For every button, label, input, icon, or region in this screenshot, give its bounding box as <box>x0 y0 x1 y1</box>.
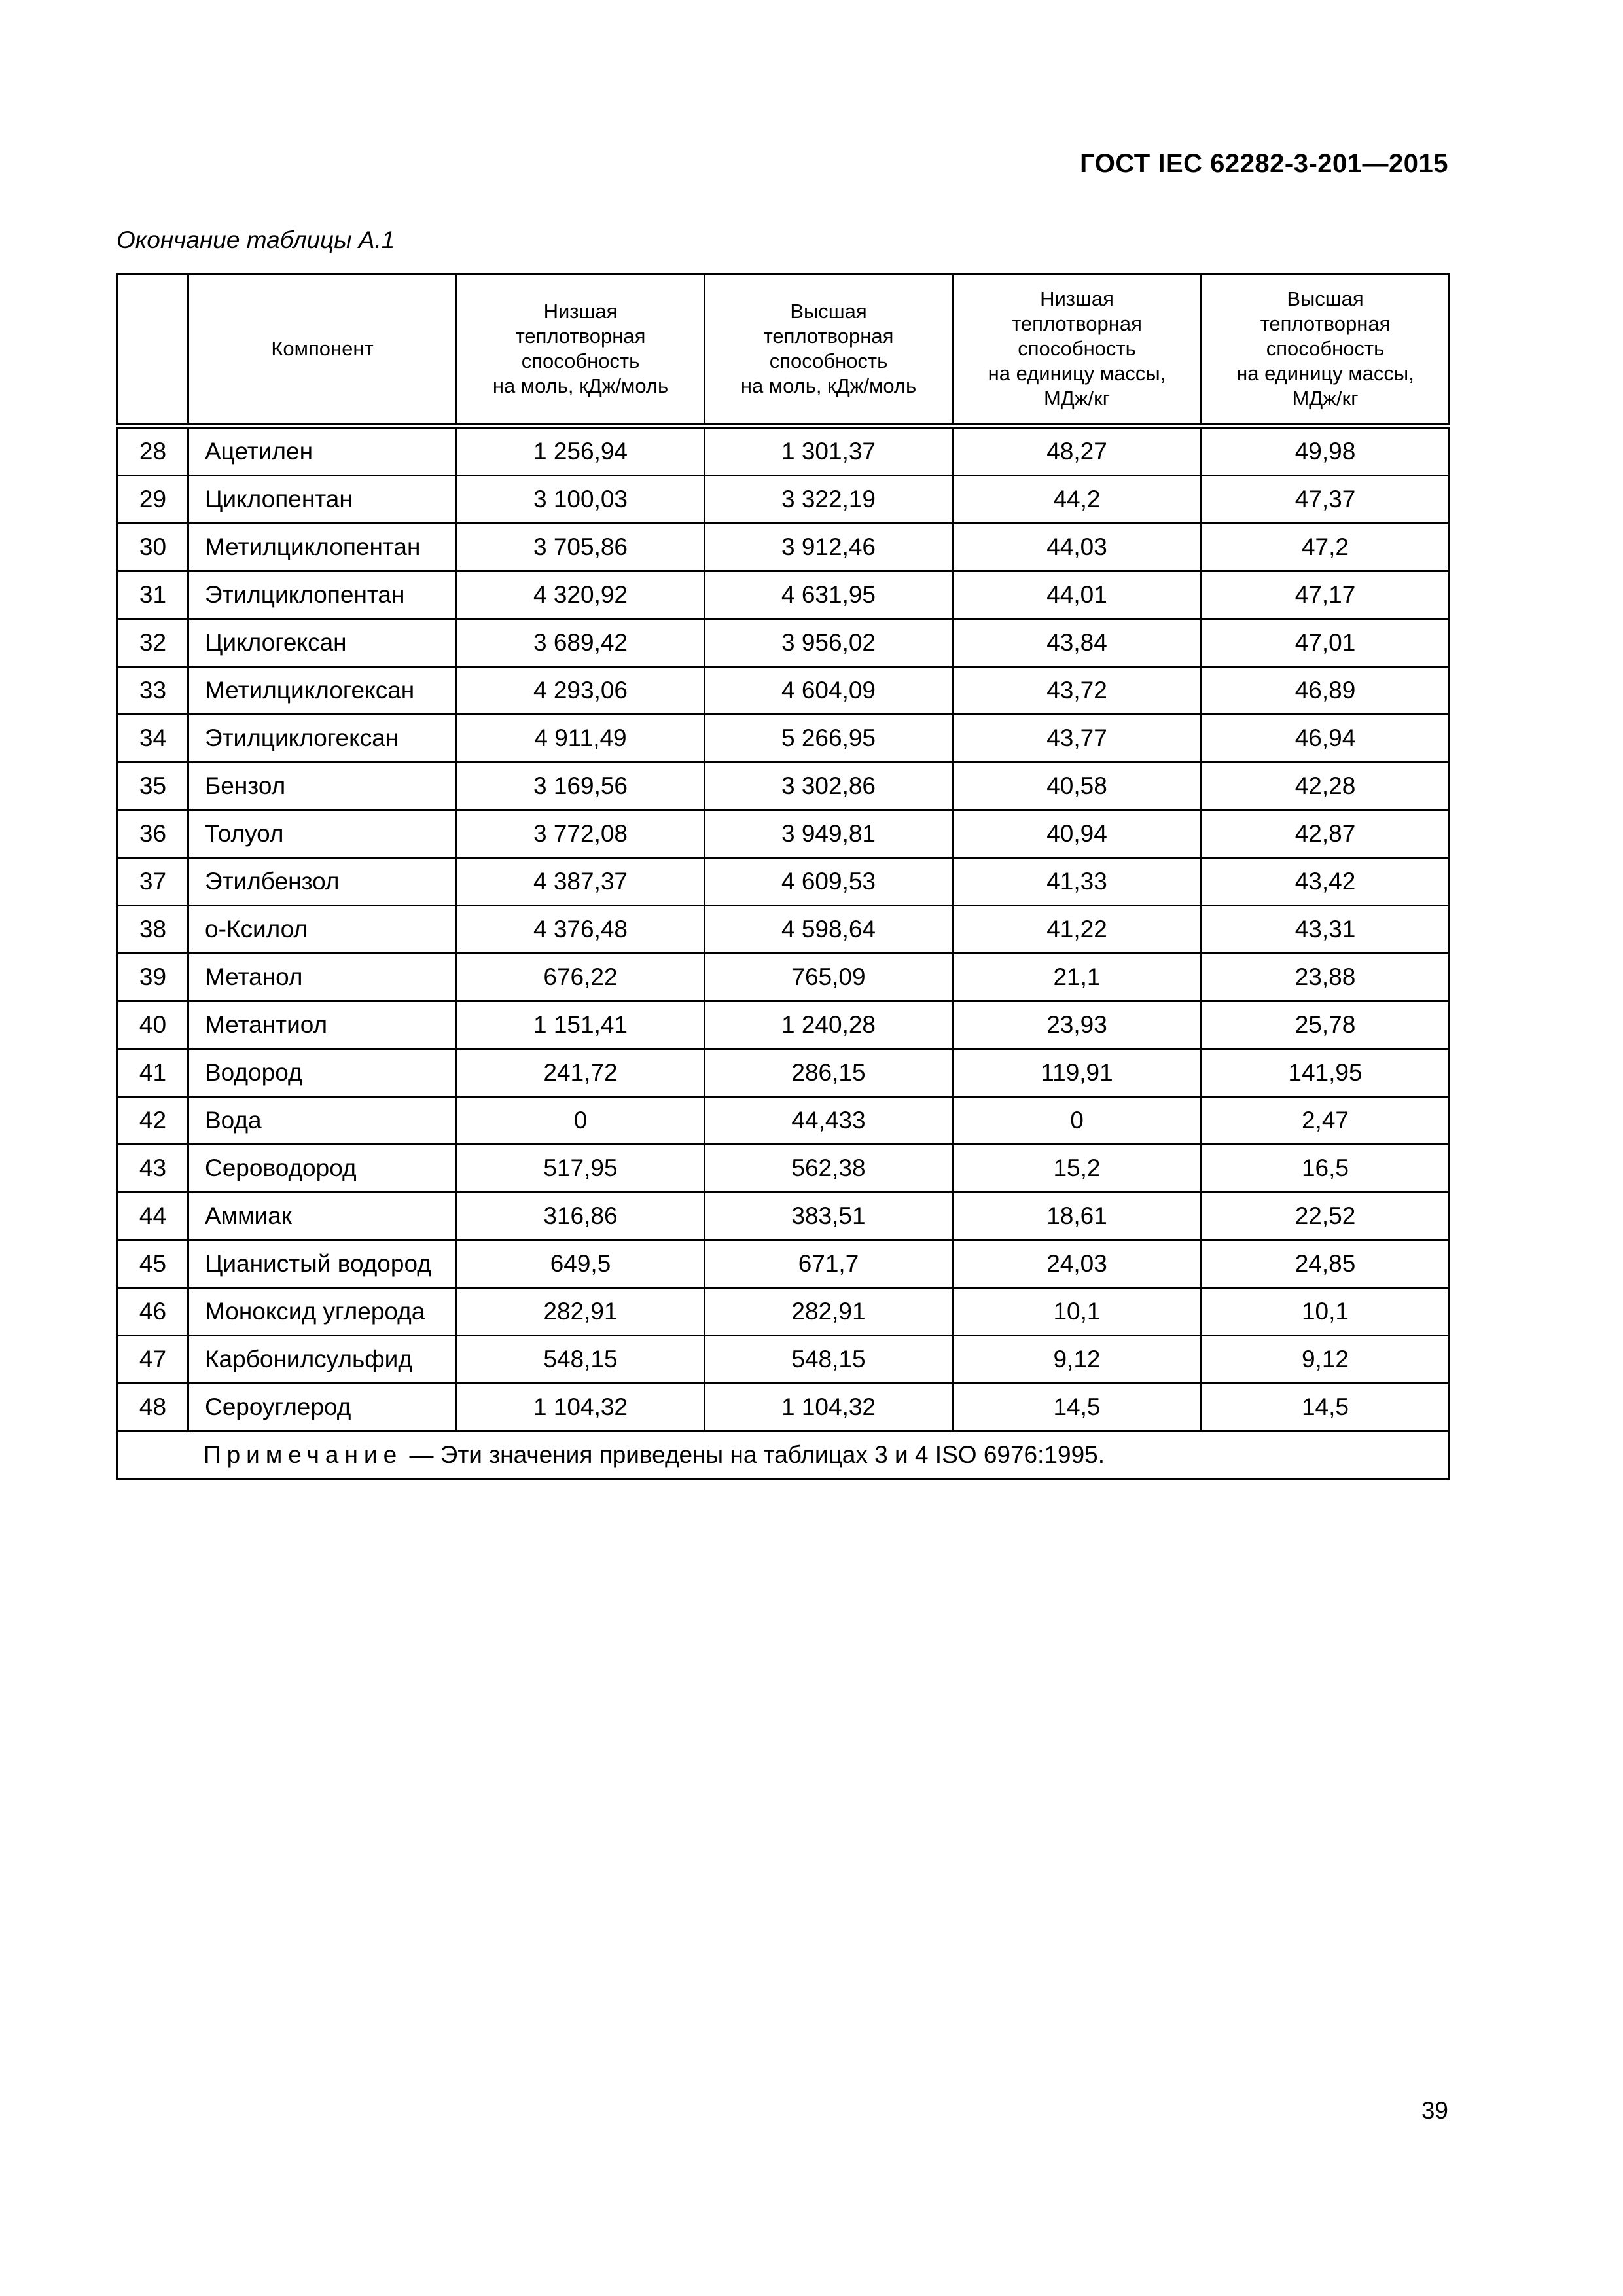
lower-mass-value: 0 <box>953 1097 1202 1145</box>
lower-molar-value: 0 <box>457 1097 705 1145</box>
row-number: 39 <box>118 954 188 1001</box>
lower-mass-value: 41,33 <box>953 858 1202 906</box>
higher-molar-value: 1 301,37 <box>705 426 953 476</box>
higher-mass-value: 42,28 <box>1202 762 1450 810</box>
higher-mass-value: 25,78 <box>1202 1001 1450 1049</box>
lower-mass-value: 41,22 <box>953 906 1202 954</box>
lower-molar-value: 316,86 <box>457 1193 705 1240</box>
higher-mass-value: 43,31 <box>1202 906 1450 954</box>
component-name: Моноксид углерода <box>188 1288 457 1336</box>
component-name: Циклогексан <box>188 619 457 667</box>
table-row <box>118 954 1450 1001</box>
lower-molar-value: 4 387,37 <box>457 858 705 906</box>
table-row <box>118 762 1450 810</box>
row-number: 37 <box>118 858 188 906</box>
lower-mass-value: 10,1 <box>953 1288 1202 1336</box>
component-name: Ацетилен <box>188 426 457 476</box>
component-name: Этилциклопентан <box>188 571 457 619</box>
lower-mass-value: 40,58 <box>953 762 1202 810</box>
lower-mass-value: 23,93 <box>953 1001 1202 1049</box>
lower-molar-value-header: Низшая теплотворная способность на моль, кДж/моль <box>457 274 705 426</box>
lower-mass-value: 119,91 <box>953 1049 1202 1097</box>
component-name: Этилбензол <box>188 858 457 906</box>
table-row <box>118 524 1450 571</box>
higher-mass-value: 9,12 <box>1202 1336 1450 1384</box>
lower-molar-value: 1 256,94 <box>457 426 705 476</box>
lower-mass-value-header: Низшая теплотворная способность на единицу массы, МДж/кг <box>953 274 1202 426</box>
higher-molar-value: 3 912,46 <box>705 524 953 571</box>
row-number: 33 <box>118 667 188 715</box>
table-note <box>118 1431 1450 1479</box>
table-row <box>118 858 1450 906</box>
lower-mass-value: 43,84 <box>953 619 1202 667</box>
component-name: Водород <box>188 1049 457 1097</box>
component-name: Этилциклогексан <box>188 715 457 762</box>
row-number: 48 <box>118 1384 188 1431</box>
lower-molar-value: 649,5 <box>457 1240 705 1288</box>
higher-mass-value: 47,17 <box>1202 571 1450 619</box>
higher-molar-value: 548,15 <box>705 1336 953 1384</box>
higher-molar-value: 4 631,95 <box>705 571 953 619</box>
component-name: Вода <box>188 1097 457 1145</box>
note-text: — Эти значения приведены на таблицах 3 и 4 ISO 6976:1995. <box>402 1441 1105 1468</box>
higher-mass-value: 49,98 <box>1202 426 1450 476</box>
component-name: Бензол <box>188 762 457 810</box>
component-name: Сероуглерод <box>188 1384 457 1431</box>
row-number-header <box>118 274 188 426</box>
higher-molar-value: 3 302,86 <box>705 762 953 810</box>
higher-molar-value: 3 949,81 <box>705 810 953 858</box>
higher-molar-value: 286,15 <box>705 1049 953 1097</box>
component-name: Метантиол <box>188 1001 457 1049</box>
table-row <box>118 1001 1450 1049</box>
table-note-row <box>118 1431 1450 1479</box>
row-number: 45 <box>118 1240 188 1288</box>
higher-mass-value: 2,47 <box>1202 1097 1450 1145</box>
table-row <box>118 1097 1450 1145</box>
lower-molar-value: 4 320,92 <box>457 571 705 619</box>
table-caption: Окончание таблицы А.1 <box>116 226 395 253</box>
component-name: Сероводород <box>188 1145 457 1193</box>
higher-molar-value: 1 240,28 <box>705 1001 953 1049</box>
higher-mass-value: 43,42 <box>1202 858 1450 906</box>
lower-mass-value: 43,77 <box>953 715 1202 762</box>
higher-molar-value: 3 956,02 <box>705 619 953 667</box>
lower-mass-value: 40,94 <box>953 810 1202 858</box>
higher-molar-value: 4 598,64 <box>705 906 953 954</box>
higher-mass-value: 14,5 <box>1202 1384 1450 1431</box>
component-name: Метилциклогексан <box>188 667 457 715</box>
higher-molar-value: 282,91 <box>705 1288 953 1336</box>
lower-mass-value: 44,2 <box>953 476 1202 524</box>
row-number: 29 <box>118 476 188 524</box>
calorific-values-table <box>116 273 1450 1480</box>
table-row <box>118 1336 1450 1384</box>
row-number: 40 <box>118 1001 188 1049</box>
higher-mass-value: 22,52 <box>1202 1193 1450 1240</box>
component-name: Карбонилсульфид <box>188 1336 457 1384</box>
table-row <box>118 715 1450 762</box>
higher-molar-value: 671,7 <box>705 1240 953 1288</box>
lower-molar-value: 676,22 <box>457 954 705 1001</box>
table-row <box>118 476 1450 524</box>
document-standard-header: ГОСТ IEC 62282-3-201—2015 <box>1080 149 1448 178</box>
table-row <box>118 619 1450 667</box>
lower-mass-value: 9,12 <box>953 1336 1202 1384</box>
higher-mass-value: 10,1 <box>1202 1288 1450 1336</box>
lower-mass-value: 15,2 <box>953 1145 1202 1193</box>
lower-mass-value: 14,5 <box>953 1384 1202 1431</box>
row-number: 35 <box>118 762 188 810</box>
table-row <box>118 1384 1450 1431</box>
lower-molar-value: 1 151,41 <box>457 1001 705 1049</box>
higher-molar-value: 44,433 <box>705 1097 953 1145</box>
row-number: 42 <box>118 1097 188 1145</box>
higher-molar-value: 4 604,09 <box>705 667 953 715</box>
table-header-row <box>118 274 1450 426</box>
component-name: Циклопентан <box>188 476 457 524</box>
lower-molar-value: 4 293,06 <box>457 667 705 715</box>
higher-molar-value: 1 104,32 <box>705 1384 953 1431</box>
higher-mass-value: 16,5 <box>1202 1145 1450 1193</box>
higher-mass-value: 42,87 <box>1202 810 1450 858</box>
higher-molar-value: 562,38 <box>705 1145 953 1193</box>
table-row <box>118 426 1450 476</box>
component-name: о-Ксилол <box>188 906 457 954</box>
lower-molar-value: 3 689,42 <box>457 619 705 667</box>
row-number: 30 <box>118 524 188 571</box>
row-number: 41 <box>118 1049 188 1097</box>
table-row <box>118 667 1450 715</box>
higher-molar-value: 5 266,95 <box>705 715 953 762</box>
lower-mass-value: 48,27 <box>953 426 1202 476</box>
lower-molar-value: 517,95 <box>457 1145 705 1193</box>
higher-molar-value-header: Высшая теплотворная способность на моль, кДж/моль <box>705 274 953 426</box>
component-name: Аммиак <box>188 1193 457 1240</box>
table-row <box>118 1240 1450 1288</box>
lower-molar-value: 4 911,49 <box>457 715 705 762</box>
higher-mass-value: 47,37 <box>1202 476 1450 524</box>
lower-molar-value: 4 376,48 <box>457 906 705 954</box>
higher-mass-value: 47,2 <box>1202 524 1450 571</box>
lower-mass-value: 44,03 <box>953 524 1202 571</box>
row-number: 38 <box>118 906 188 954</box>
lower-molar-value: 3 169,56 <box>457 762 705 810</box>
component-header: Компонент <box>188 274 457 426</box>
table-row <box>118 906 1450 954</box>
row-number: 46 <box>118 1288 188 1336</box>
higher-molar-value: 765,09 <box>705 954 953 1001</box>
higher-mass-value: 46,94 <box>1202 715 1450 762</box>
lower-mass-value: 18,61 <box>953 1193 1202 1240</box>
row-number: 36 <box>118 810 188 858</box>
higher-molar-value: 4 609,53 <box>705 858 953 906</box>
row-number: 31 <box>118 571 188 619</box>
row-number: 32 <box>118 619 188 667</box>
row-number: 34 <box>118 715 188 762</box>
lower-molar-value: 1 104,32 <box>457 1384 705 1431</box>
higher-molar-value: 383,51 <box>705 1193 953 1240</box>
lower-molar-value: 282,91 <box>457 1288 705 1336</box>
page-number: 39 <box>1421 2097 1448 2124</box>
higher-mass-value: 47,01 <box>1202 619 1450 667</box>
table-row <box>118 810 1450 858</box>
table-row <box>118 1145 1450 1193</box>
lower-mass-value: 43,72 <box>953 667 1202 715</box>
row-number: 44 <box>118 1193 188 1240</box>
lower-molar-value: 548,15 <box>457 1336 705 1384</box>
table-row <box>118 1288 1450 1336</box>
lower-molar-value: 3 772,08 <box>457 810 705 858</box>
lower-molar-value: 241,72 <box>457 1049 705 1097</box>
component-name: Толуол <box>188 810 457 858</box>
row-number: 43 <box>118 1145 188 1193</box>
row-number: 47 <box>118 1336 188 1384</box>
row-number: 28 <box>118 426 188 476</box>
higher-mass-value: 24,85 <box>1202 1240 1450 1288</box>
lower-mass-value: 21,1 <box>953 954 1202 1001</box>
component-name: Метилциклопентан <box>188 524 457 571</box>
component-name: Метанол <box>188 954 457 1001</box>
table-body <box>118 426 1450 1479</box>
table-row <box>118 1049 1450 1097</box>
table-row <box>118 571 1450 619</box>
table-row <box>118 1193 1450 1240</box>
lower-mass-value: 24,03 <box>953 1240 1202 1288</box>
lower-molar-value: 3 705,86 <box>457 524 705 571</box>
higher-molar-value: 3 322,19 <box>705 476 953 524</box>
higher-mass-value: 141,95 <box>1202 1049 1450 1097</box>
component-name: Цианистый водород <box>188 1240 457 1288</box>
lower-mass-value: 44,01 <box>953 571 1202 619</box>
note-label: Примечание <box>204 1441 403 1468</box>
higher-mass-value: 23,88 <box>1202 954 1450 1001</box>
lower-molar-value: 3 100,03 <box>457 476 705 524</box>
higher-mass-value: 46,89 <box>1202 667 1450 715</box>
higher-mass-value-header: Высшая теплотворная способность на единицу массы, МДж/кг <box>1202 274 1450 426</box>
